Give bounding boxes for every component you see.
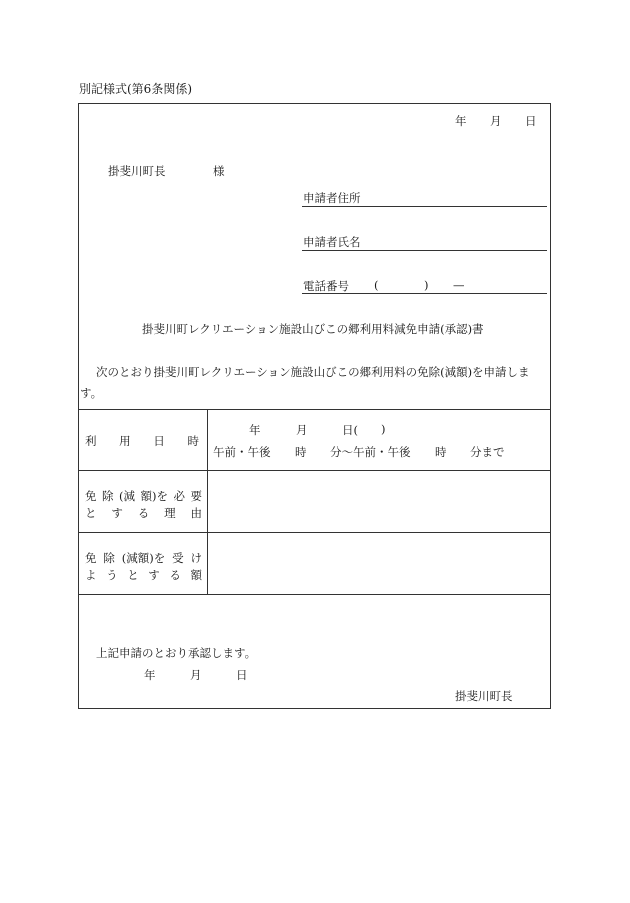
table-bottom-border xyxy=(78,594,551,595)
date-year: 年 xyxy=(455,114,467,128)
label-char: (減額)を xyxy=(121,551,166,565)
applicant-name-label: 申請者氏名 xyxy=(303,235,361,249)
usage-time-hour-start: 時 xyxy=(295,445,307,459)
usage-datetime-label xyxy=(85,433,199,449)
label-char: と xyxy=(127,568,139,582)
label-char: 除 xyxy=(103,551,115,565)
exemption-amount-field[interactable] xyxy=(208,533,550,593)
label-char: 受 xyxy=(172,551,184,565)
form-title: 掛斐川町レクリエーション施設山びこの郷利用料減免申請(承認)書 xyxy=(142,322,484,336)
exemption-reason-field[interactable] xyxy=(208,471,550,531)
date-month: 月 xyxy=(490,114,502,128)
applicant-address-line xyxy=(302,206,547,207)
label-char: け xyxy=(190,551,202,565)
applicant-address-label: 申請者住所 xyxy=(303,191,361,205)
phone-open-paren: ( xyxy=(374,278,379,292)
approval-month: 月 xyxy=(190,668,202,682)
label-char: 由 xyxy=(190,506,202,520)
body-text-line2: す。 xyxy=(80,386,103,400)
table-top-border xyxy=(78,409,551,410)
label-char: る xyxy=(137,506,150,520)
label-char: 用 xyxy=(119,434,131,448)
label-char: と xyxy=(85,506,97,520)
date-day: 日 xyxy=(525,114,537,128)
label-char: (減 xyxy=(119,489,135,503)
label-char: す xyxy=(111,506,123,520)
label-char: る xyxy=(169,568,181,582)
approval-year: 年 xyxy=(144,668,156,682)
body-text-line1: 次のとおり掛斐川町レクリエーション施設山びこの郷利用料の免除(減額)を申請しま xyxy=(96,365,530,379)
usage-date-day: 日( xyxy=(342,423,358,437)
label-char: 免 xyxy=(85,551,97,565)
label-char: 利 xyxy=(85,434,97,448)
usage-date-month: 月 xyxy=(296,423,308,437)
label-char: 必 xyxy=(173,489,185,503)
phone-close-paren: ) xyxy=(424,278,429,292)
exemption-amount-label-line2 xyxy=(85,567,202,583)
exemption-amount-label-line1 xyxy=(85,550,202,566)
label-char: 除 xyxy=(102,489,114,503)
usage-time-hour-end: 時 xyxy=(435,445,447,459)
usage-date-close: ) xyxy=(381,422,386,436)
addressee-name: 掛斐川町長 xyxy=(108,164,166,178)
usage-date-year: 年 xyxy=(249,423,261,437)
usage-time-ampm-start: 午前・午後 xyxy=(213,445,271,459)
exemption-reason-label-line2 xyxy=(85,505,202,521)
label-char: よ xyxy=(85,568,97,582)
applicant-name-line xyxy=(302,250,547,251)
addressee-honorific: 様 xyxy=(213,164,225,178)
phone-line xyxy=(302,293,547,294)
label-char: 額)を xyxy=(140,489,168,503)
approval-day: 日 xyxy=(236,668,248,682)
approval-statement: 上記申請のとおり承認します。 xyxy=(96,646,257,660)
label-char: 時 xyxy=(187,434,199,448)
approval-signer: 掛斐川町長 xyxy=(455,689,513,703)
label-char: 額 xyxy=(190,568,202,582)
form-reference: 別記様式(第6条関係) xyxy=(79,82,192,96)
phone-dash: — xyxy=(453,278,465,292)
phone-label: 電話番号 xyxy=(303,279,349,293)
usage-time-minute-to: 分〜午前・午後 xyxy=(330,445,411,459)
label-char: 理 xyxy=(164,506,176,520)
exemption-reason-label-line1 xyxy=(85,488,202,504)
label-char: 免 xyxy=(85,489,97,503)
usage-time-minute-end: 分まで xyxy=(470,445,505,459)
label-char: す xyxy=(148,568,160,582)
label-char: 日 xyxy=(153,434,165,448)
label-char: 要 xyxy=(190,489,202,503)
label-char: う xyxy=(106,568,118,582)
